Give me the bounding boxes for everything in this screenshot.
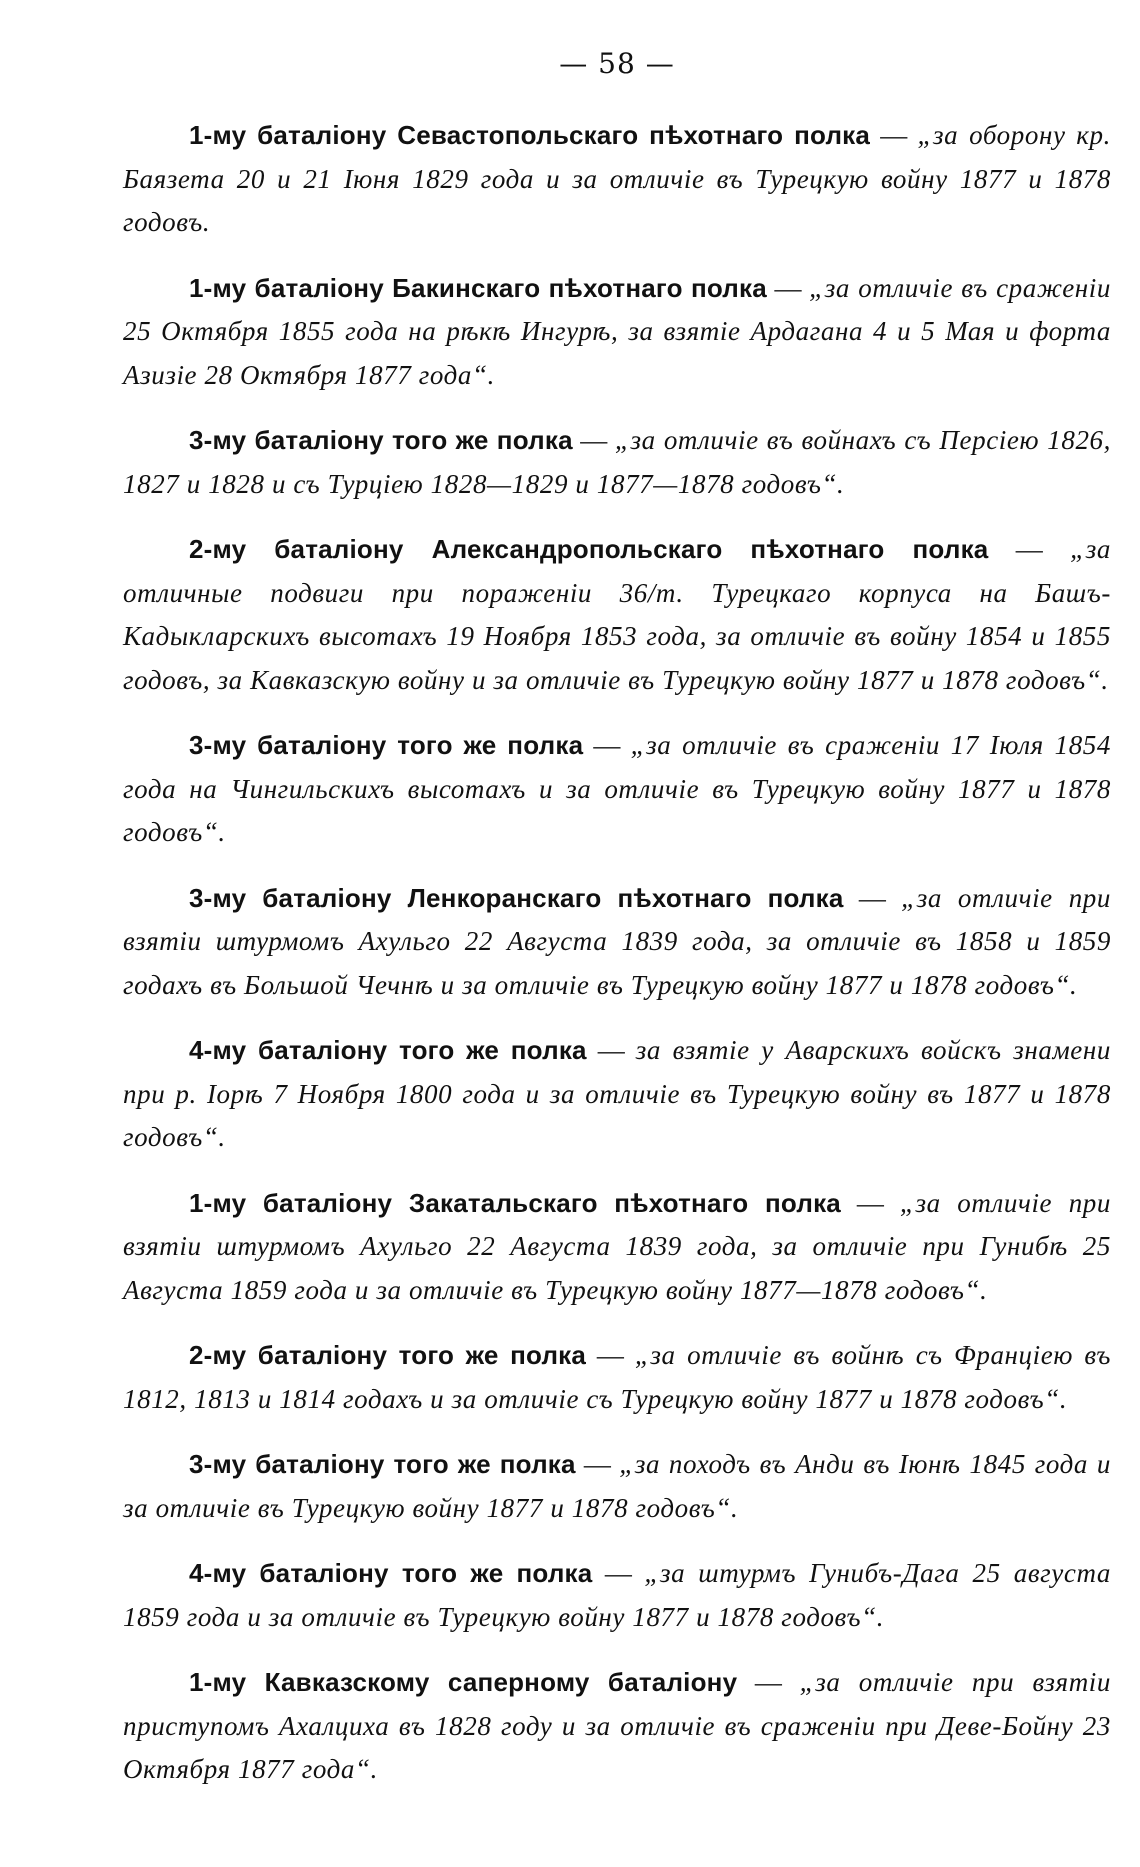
award-entry (123, 419, 1111, 506)
unit-name: 3-му баталіону того же полка (189, 1449, 576, 1479)
award-entry (123, 1334, 1111, 1421)
award-citation: „за отличіе при взятіи приступомъ Ахалциха въ 1828 году и за отличіе въ сраженіи при Деве-Бойну 23 Октября 1877 года“. (123, 1667, 1111, 1784)
dash: — (870, 120, 918, 150)
award-citation: „за отличіе при взятіи штурмомъ Ахульго 22 Августа 1839 года, за отличіе при Гунибѣ 25 Августа 1859 года и за отличіе въ Турецкую войну 1877—1878 годовъ“. (123, 1187, 1112, 1305)
award-citation: за взятіе у Аварскихъ войскъ знамени при р. Іорѣ 7 Ноября 1800 года и за отличіе въ Турецкую войну въ 1877 и 1878 годовъ“. (123, 1035, 1111, 1152)
unit-name: 1-му баталіону Закатальскаго пѣхотнаго полка (189, 1187, 841, 1218)
dash: — (843, 882, 902, 913)
award-entry (123, 877, 1111, 1008)
award-citation: „за штурмъ Гунибъ-Дага 25 августа 1859 года и за отличіе въ Турецкую войну 1877 и 1878 годовъ“. (123, 1558, 1112, 1632)
dash: — (592, 1558, 645, 1588)
dash: — (737, 1667, 800, 1697)
unit-name: 4-му баталіону того же полка (189, 1035, 587, 1065)
award-citation: „за отличіе въ войнѣ съ Франціею въ 1812, 1813 и 1814 годахъ и за отличіе съ Турецкую войну 1877 и 1878 годовъ“. (123, 1340, 1112, 1414)
award-citation: „за отличіе при взятіи штурмомъ Ахульго 22 Августа 1839 года, за отличіе въ 1858 и 1859 годахъ въ Большой Чечнѣ и за отличіе въ Турецкую войну 1877 и 1878 годовъ“. (123, 882, 1111, 1000)
award-entry (123, 1029, 1111, 1160)
unit-name: 2-му баталіону Александропольскаго пѣхотнаго полка (189, 534, 989, 564)
dash: — (766, 272, 810, 303)
unit-name: 3-му баталіону того же полка (189, 730, 584, 760)
award-entry (123, 1661, 1111, 1792)
award-entry (123, 528, 1111, 702)
dash: — (575, 1449, 620, 1479)
unit-name: 1-му Кавказскому саперному баталіону (189, 1667, 738, 1697)
dash: — (840, 1187, 900, 1218)
unit-name: 1-му баталіону Бакинскаго пѣхотнаго полка (189, 272, 767, 303)
document-page (123, 44, 1111, 1814)
dash: — (586, 1340, 635, 1370)
dash: — (988, 534, 1071, 564)
award-entry (123, 114, 1111, 245)
dash: — (583, 730, 631, 760)
dash: — (572, 425, 615, 455)
award-citation: „за отличные подвиги при пораженіи 36/т. Турецкаго корпуса на Башъ-Кадыкларскихъ высотахъ 19 Ноября 1853 года, за отличіе въ войну 1854 и 1855 годовъ, за Кавказскую войну и за отличіе въ Турецкую войну 1877 и 1878 годовъ“. (123, 534, 1112, 695)
page-number: — 58 — (559, 47, 675, 80)
award-entry (123, 724, 1111, 855)
unit-name: 4-му баталіону того же полка (189, 1558, 593, 1588)
unit-name: 2-му баталіону того же полка (189, 1340, 587, 1370)
dash: — (586, 1035, 636, 1065)
unit-name: 3-му баталіону того же полка (189, 425, 573, 455)
award-citation: „за отличіе въ сраженіи 17 Іюля 1854 года на Чингильскихъ высотахъ и за отличіе въ Турецкую войну 1877 и 1878 годовъ“. (123, 730, 1111, 847)
award-entry (123, 1552, 1111, 1639)
award-citation: „за отличіе въ войнахъ съ Персіею 1826, 1827 и 1828 и съ Турціею 1828—1829 и 1877—1878 годовъ“. (123, 425, 1111, 499)
award-entry (123, 1443, 1111, 1530)
award-citation: „за отличіе въ сраженіи 25 Октября 1855 года на рѣкѣ Ингурѣ, за взятіе Ардагана 4 и 5 Мая и форта Азизіе 28 Октября 1877 года“. (123, 272, 1111, 390)
award-entry (123, 1182, 1111, 1313)
unit-name: 1-му баталіону Севастопольскаго пѣхотнаго полка (189, 120, 871, 150)
award-citation: „за походъ въ Анди въ Іюнѣ 1845 года и за отличіе въ Турецкую войну 1877 и 1878 годовъ“. (123, 1449, 1111, 1523)
award-citation: „за оборону кр. Баязета 20 и 21 Іюня 1829 года и за отличіе въ Турецкую войну 1877 и 1878 годовъ. (123, 120, 1111, 237)
award-entry (123, 267, 1111, 398)
unit-name: 3-му баталіону Ленкоранскаго пѣхотнаго полка (189, 882, 844, 913)
